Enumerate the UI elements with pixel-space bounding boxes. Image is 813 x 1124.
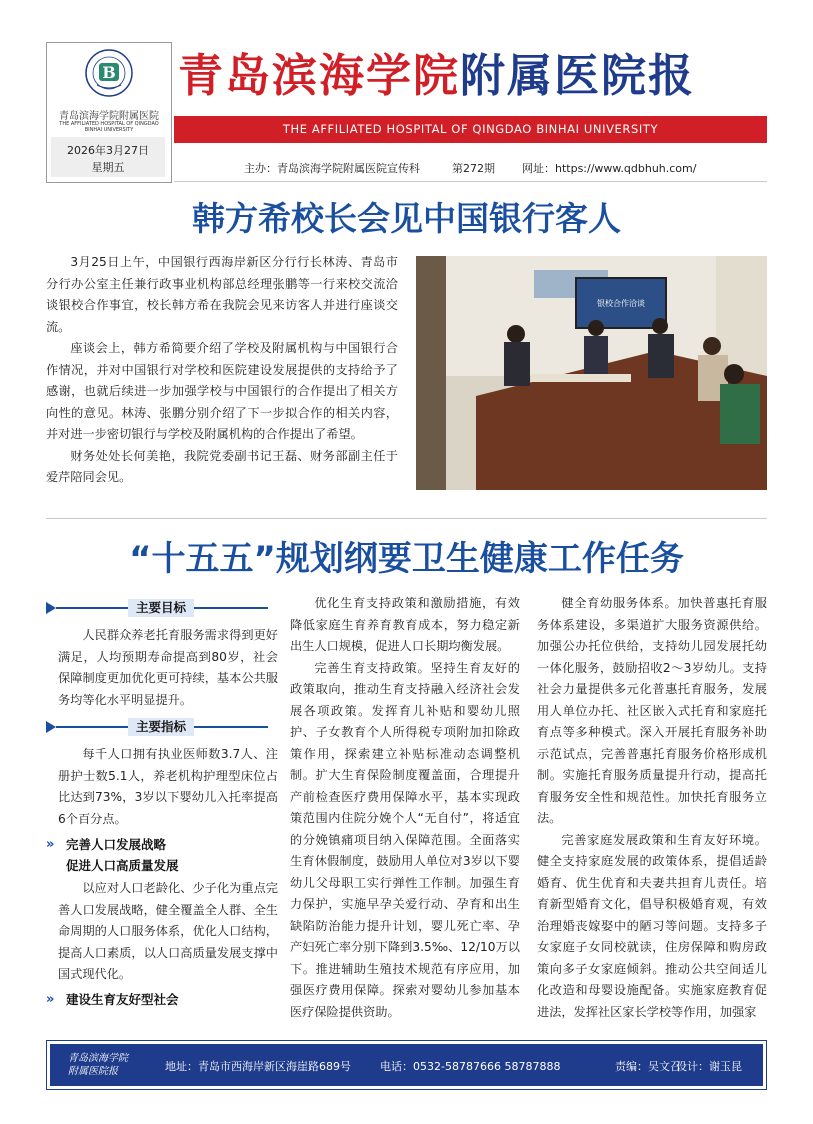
hospital-seal-icon (85, 49, 133, 97)
english-title-bar: THE AFFILIATED HOSPITAL OF QINGDAO BINHAI UNIVERSITY (174, 116, 767, 143)
subsection-heading (46, 834, 278, 876)
logo-panel (46, 42, 172, 183)
date-box (51, 137, 165, 177)
subsection-heading (46, 989, 278, 1010)
tag-arrow-icon (46, 721, 56, 733)
title-red-part: 青岛滨海学院 (178, 49, 461, 102)
logo-english-name: THE AFFILIATED HOSPITAL OF QINGDAO BINHAI UNIVERSITY (59, 121, 159, 133)
tag-label: 主要指标 (128, 718, 194, 736)
article1-paragraph: 3月25日上午，中国银行西海岸新区分行行长林涛、青岛市分行办公室主任兼行政事业机构部总经理张鹏等一行来校交流洽谈银校合作事宜，校长韩方希在我院会见来访客人并进行座谈交流。 (46, 255, 398, 334)
indicator-paragraph: 每千人口拥有执业医师数3.7人、注册护士数5.1人，养老机构护理型床位占比达到73%，3岁以下婴幼儿入托率提高6个百分点。 (58, 747, 278, 826)
tag-arrow-icon (46, 602, 56, 614)
photo-screen-text: 银校合作洽谈 (597, 299, 645, 308)
footer (46, 1040, 767, 1090)
issue-number: 第272期 (452, 162, 495, 175)
section-tag-indicators (46, 718, 278, 736)
column3-paragraph: 健全育幼服务体系。加快普惠托育服务体系建设，多渠道扩大服务资源供给。加强公办托位供给，支持幼儿园发展托幼一体化服务，鼓励招收2～3岁幼儿。支持社会力量提供多元化普惠托育服务，发展用人单位办托、社区嵌入式托育和家庭托育点等多种模式。深入开展托育服务补助示范试点，完善普惠托育服务价格形成机制。实施托育服务质量提升行动，提高托育服务安全性和规范性。加快托育服务立法。 (537, 596, 767, 825)
tag-label: 主要目标 (128, 599, 194, 617)
article2-column-2 (290, 593, 520, 1023)
column3-paragraph: 完善家庭发展政策和生育友好环境。健全支持家庭发展的政策体系，提倡适龄婚育、优生优育和夫妻共担育儿责任。培育新型婚育文化，倡导积极婚育观，有效治理婚丧嫁娶中的陋习等问题。支持多子女家庭子女同校就读，住房保障和购房政策向多子女家庭倾斜。推动公共空间适儿化改造和母婴设施配备。实施家庭教育促进法，发挥社区家长学校等作用，加强家 (537, 832, 767, 1019)
meeting-photo (416, 256, 767, 490)
article1-paragraph: 座谈会上，韩方希简要介绍了学校及附属机构与中国银行合作情况，并对中国银行对学校和医院建设发展提供的支持给予了感谢，也就后续进一步加强学校与中国银行的合作提出了相关方向性的意见。林涛、张鹏分别介绍了下一步拟合作的相关内容，并对进一步密切银行与学校及附属机构的合作提出了希望。 (46, 341, 398, 441)
masthead-divider (174, 181, 767, 182)
subsection-title-line2: 促进人口高质量发展 (66, 858, 179, 873)
article1-body (46, 252, 398, 489)
issue-weekday: 星期五 (91, 161, 125, 174)
svg-text:B: B (102, 63, 116, 82)
double-chevron-icon: » (46, 837, 55, 852)
footer-phone: 电话：0532-58787666 58787888 (380, 1060, 561, 1073)
subsection-title: 建设生育友好型社会 (66, 991, 179, 1007)
article2-column-3 (537, 593, 767, 1023)
population-paragraph: 以应对人口老龄化、少子化为重点完善人口发展战略，健全覆盖全人群、全生命周期的人口服务体系，优化人口结构，提高人口素质，以人口高质量发展支撑中国式现代化。 (58, 881, 278, 981)
subsection-title-line1: 完善人口发展战略 (66, 837, 167, 852)
double-chevron-icon: » (46, 991, 55, 1007)
sponsor-info: 主办：青岛滨海学院附属医院宣传科 (244, 162, 420, 175)
newspaper-title (178, 46, 768, 106)
footer-brand-line1: 青岛滨海学院 (68, 1053, 128, 1064)
footer-designer: 设计：谢玉昆 (676, 1060, 742, 1073)
article2-headline: “十五五”规划纲要卫生健康工作任务 (129, 539, 684, 579)
logo-chinese-name: 青岛滨海学院附属医院 (59, 111, 159, 122)
footer-address: 地址：青岛市西海岸新区海崖路689号 (165, 1060, 351, 1073)
goal-paragraph: 人民群众养老托育服务需求得到更好满足，人均预期寿命提高到80岁，社会保障制度更加优化更可持续，基本公共服务均等化水平明显提升。 (58, 628, 278, 707)
website-link[interactable]: 网址：https://www.qdbhuh.com/ (522, 162, 697, 175)
column2-paragraph: 优化生育支持政策和激励措施，有效降低家庭生育养育教育成本，努力稳定新出生人口规模，促进人口长期均衡发展。 (290, 596, 520, 653)
footer-brand-line2: 附属医院报 (68, 1066, 118, 1077)
article1-paragraph: 财务处处长何美艳，我院党委副书记王磊、财务部副主任于爱芹陪同会见。 (46, 448, 398, 484)
section-tag-goals (46, 599, 278, 617)
column2-paragraph: 完善生育支持政策。坚持生育友好的政策取向，推动生育支持融入经济社会发展各项政策。发挥育儿补贴和婴幼儿照护、子女教育个人所得税专项附加扣除政策作用，探索建立补贴标准动态调整机制。扩大生育保险制度覆盖面，合理提升产前检查医疗费用保障水平，基本实现政策范围内住院分娩个人“无自付”，将适宜的分娩镇痛项目纳入保障范围。全面落实生育休假制度，鼓励用人单位对3岁以下婴幼儿父母职工实行弹性工作制。加强生育力保护，实施早孕关爱行动、孕育和出生缺陷防治能力提升计划，婴儿死亡率、孕产妇死亡率分别下降到3.5‰、12/10万以下。推进辅助生殖技术规范有序应用，加强医疗费用保障。探索对婴幼儿参加基本医疗保险提供资助。 (290, 660, 520, 1019)
issue-date: 2026年3月27日 (67, 144, 149, 157)
footer-brand (68, 1052, 128, 1078)
title-blue-part: 附属医院报 (460, 49, 696, 102)
article-divider (46, 518, 767, 519)
footer-bar (50, 1044, 763, 1086)
footer-editor: 责编：吴文召 (615, 1060, 681, 1073)
article2-column-1 (46, 599, 278, 1010)
article1-headline: 韩方希校长会见中国银行客人 (192, 199, 621, 238)
